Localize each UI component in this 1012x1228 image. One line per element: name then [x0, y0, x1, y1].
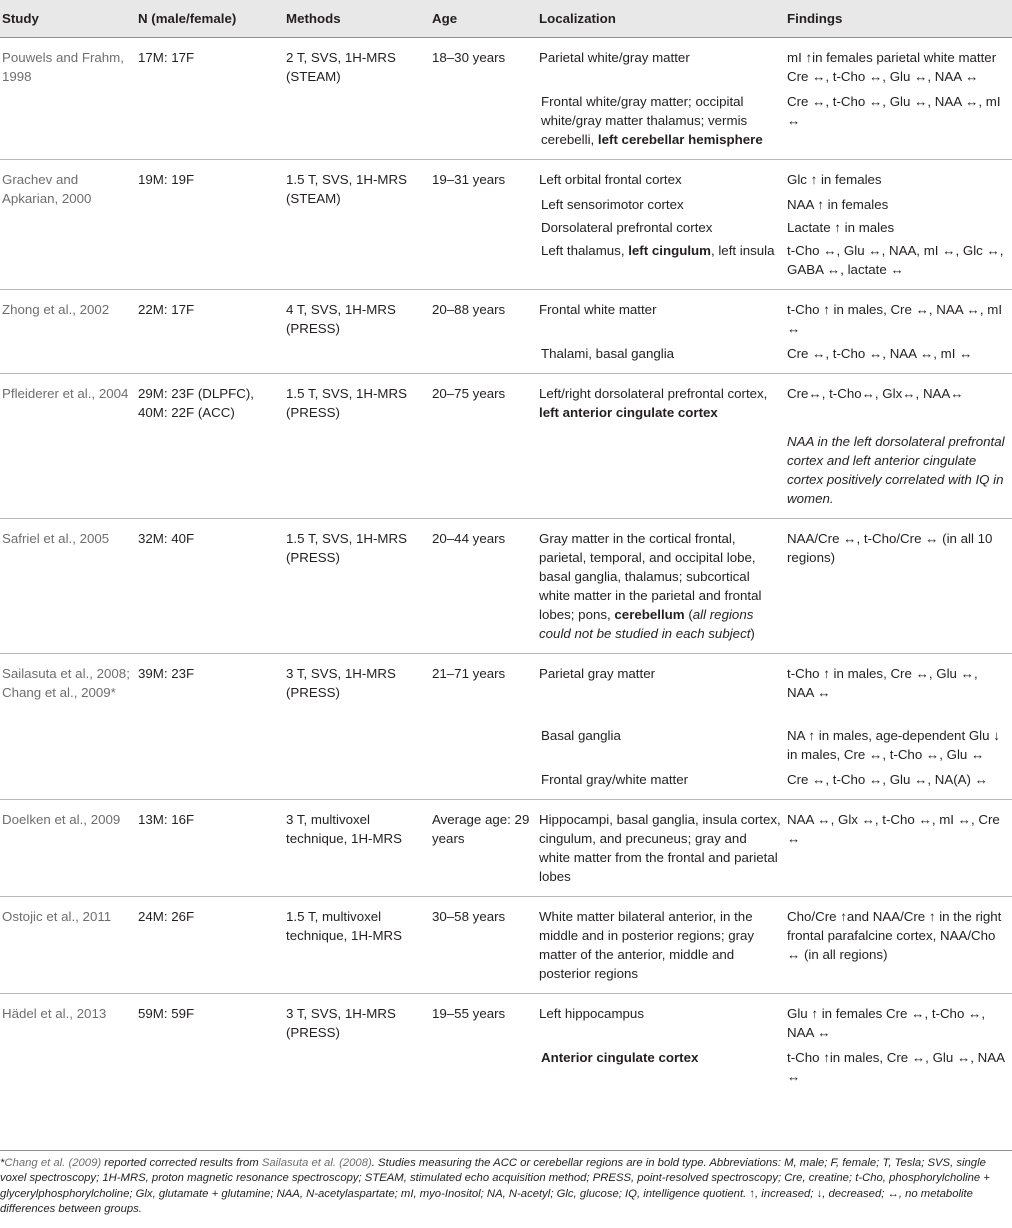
localization-text: Gray matter in the cortical frontal, parietal, temporal, and occipital lobe, basal ganglia, thalamus; subcortical white matter in the parietal and frontal lobes; pons, — [539, 530, 762, 622]
findings-cell: Glu ↑ in females Cre ↔, t-Cho ↔, NAA ↔ — [787, 993, 1012, 1042]
study-reference-link[interactable]: Sailasuta et al., 2008; Chang et al., 2009* — [2, 665, 130, 700]
n-cell: 39M: 23F — [138, 653, 286, 799]
n-cell: 24M: 26F — [138, 896, 286, 993]
footnote-reference-link[interactable]: Sailasuta et al. (2008) — [261, 1157, 372, 1169]
n-cell: 59M: 59F — [138, 993, 286, 1096]
study-reference-link[interactable]: Ostojic et al., 2011 — [2, 908, 112, 924]
localization-cell: Dorsolateral prefrontal cortex — [541, 219, 713, 235]
localization-bold-text: left anterior cingulate cortex — [539, 404, 718, 420]
findings-cell: t-Cho ↑ in males, Cre ↔, Glu ↔, NAA ↔ — [787, 653, 1012, 702]
table-row — [0, 37, 1012, 86]
table-row — [0, 993, 1012, 1042]
localization-italic-text: all regions could not be studied in each subject — [539, 606, 754, 641]
study-reference-link[interactable]: Pouwels and Frahm, 1998 — [2, 49, 124, 84]
localization-cell: Anterior cingulate cortex — [541, 1049, 699, 1065]
study-reference-link[interactable]: Safriel et al., 2005 — [2, 530, 110, 546]
study-cell — [0, 653, 138, 799]
age-cell: 20–88 years — [432, 289, 539, 373]
methods-cell: 3 T, multivoxel technique, 1H-MRS — [286, 799, 432, 896]
methods-cell: 1.5 T, SVS, 1H-MRS (PRESS) — [286, 373, 432, 518]
localization-cell: Left hippocampus — [539, 993, 787, 1042]
study-reference-link[interactable]: Pfleiderer et al., 2004 — [2, 385, 129, 401]
findings-cell: Cre↔, t-Cho↔, Glx↔, NAA↔ — [787, 373, 1012, 422]
localization-bold-text: left cingulum — [628, 242, 711, 258]
table-row — [0, 373, 1012, 422]
study-cell — [0, 518, 138, 653]
study-cell — [0, 159, 138, 289]
header-findings: Findings — [787, 10, 843, 26]
footnote-text: . Studies measuring the ACC or cerebellar regions are in bold type. Abbreviations: M, male; F, female; T, Tesla; SVS, single voxel spectroscopy; 1H-MRS, proton magnetic resonance spectroscopy; STEAM, stimulated echo acquisition method; PRESS, point-resolved spectroscopy; Cre, creatine; t-Cho, phosphorylcholine + glycerylphosphorylcholine; Glx, glutamate + glutamine; NAA, N-acetylaspartate; mI, myo-Inositol; NA, N-acetyl; Glc, glucose; IQ, intelligence quotient. ↑, increased; ↓, decreased; ↔, no metabolite differences between groups. — [0, 1157, 990, 1216]
table-row — [0, 159, 1012, 189]
findings-cell: NAA ↔, Glx ↔, t-Cho ↔, mI ↔, Cre ↔ — [787, 799, 1012, 896]
findings-cell: NA ↑ in males, age-dependent Glu ↓ in males, Cre ↔, t-Cho ↔, Glu ↔ — [787, 727, 1000, 762]
methods-cell: 3 T, SVS, 1H-MRS (PRESS) — [286, 653, 432, 799]
table-row — [0, 896, 1012, 993]
localization-cell: Hippocampi, basal ganglia, insula cortex, cingulum, and precuneus; gray and white matter from the frontal and parietal lobes — [539, 799, 787, 896]
n-cell: 17M: 17F — [138, 37, 286, 159]
n-cell: 13M: 16F — [138, 799, 286, 896]
methods-cell: 4 T, SVS, 1H-MRS (PRESS) — [286, 289, 432, 373]
findings-cell: Cre ↔, t-Cho ↔, NAA ↔, mI ↔ — [787, 345, 973, 361]
study-cell — [0, 37, 138, 159]
methods-cell: 1.5 T, SVS, 1H-MRS (PRESS) — [286, 518, 432, 653]
findings-cell: NAA/Cre ↔, t-Cho/Cre ↔ (in all 10 regions) — [787, 518, 1012, 653]
localization-cell: Left sensorimotor cortex — [541, 196, 684, 212]
findings-cell: Cho/Cre ↑and NAA/Cre ↑ in the right frontal parafalcine cortex, NAA/Cho ↔ (in all regions) — [787, 896, 1012, 993]
localization-text: ) — [750, 625, 755, 641]
age-cell: 30–58 years — [432, 896, 539, 993]
footnote-star: * — [0, 1157, 5, 1169]
findings-cell: t-Cho ↔, Glu ↔, NAA, mI ↔, Glc ↔, GABA ↔, lactate ↔ — [787, 242, 1004, 277]
localization-text: , left insula — [710, 242, 775, 258]
footnote-text: reported corrected results from — [101, 1157, 262, 1169]
localization-bold-text: cerebellum — [614, 606, 685, 622]
table-row — [0, 518, 1012, 653]
study-cell — [0, 896, 138, 993]
header-n: N (male/female) — [138, 10, 237, 26]
methods-cell: 3 T, SVS, 1H-MRS (PRESS) — [286, 993, 432, 1096]
localization-cell: Basal ganglia — [541, 727, 621, 743]
table-row — [0, 289, 1012, 338]
age-cell: 21–71 years — [432, 653, 539, 799]
table-header — [0, 0, 1012, 37]
table-body — [0, 37, 1012, 1096]
age-cell: 20–75 years — [432, 373, 539, 518]
findings-cell: t-Cho ↑in males, Cre ↔, Glu ↔, NAA ↔ — [787, 1049, 1005, 1084]
findings-cell: Cre ↔, t-Cho ↔, Glu ↔, NA(A) ↔ — [787, 771, 988, 787]
age-cell: 20–44 years — [432, 518, 539, 653]
localization-cell: Frontal gray/white matter — [541, 771, 689, 787]
study-cell — [0, 373, 138, 518]
table-footnote — [0, 1150, 1012, 1218]
study-cell — [0, 799, 138, 896]
age-cell: 19–31 years — [432, 159, 539, 289]
localization-cell — [539, 373, 787, 422]
findings-cell: Lactate ↑ in males — [787, 219, 895, 235]
localization-cell — [539, 518, 787, 653]
localization-text: Left/right dorsolateral prefrontal cortex, — [539, 385, 768, 401]
localization-text: Left thalamus, — [541, 242, 629, 258]
findings-cell: t-Cho ↑ in males, Cre ↔, NAA ↔, mI ↔ — [787, 289, 1012, 338]
age-cell: Average age: 29 years — [432, 799, 539, 896]
footnote-reference-link[interactable]: Chang et al. (2009) — [4, 1157, 102, 1169]
header-localization: Localization — [539, 10, 616, 26]
n-cell: 19M: 19F — [138, 159, 286, 289]
study-reference-link[interactable]: Grachev and Apkarian, 2000 — [2, 171, 92, 206]
localization-cell: Parietal white/gray matter — [539, 37, 787, 86]
n-cell: 29M: 23F (DLPFC), 40M: 22F (ACC) — [138, 373, 286, 518]
localization-cell: Left orbital frontal cortex — [539, 159, 787, 189]
header-age: Age — [432, 10, 458, 26]
study-cell — [0, 993, 138, 1096]
header-methods: Methods — [286, 10, 341, 26]
study-reference-link[interactable]: Doelken et al., 2009 — [2, 811, 121, 827]
findings-cell: Cre ↔, t-Cho ↔, Glu ↔, NAA ↔, mI ↔ — [787, 93, 1001, 128]
methods-cell: 1.5 T, SVS, 1H-MRS (STEAM) — [286, 159, 432, 289]
localization-text: Frontal white/gray matter; occipital white/gray matter thalamus; vermis cerebelli, — [541, 93, 748, 147]
table-row — [0, 799, 1012, 896]
localization-text: ( — [684, 606, 693, 622]
localization-cell — [539, 86, 787, 160]
findings-cell: Glc ↑ in females — [787, 159, 1012, 189]
localization-cell: Thalami, basal ganglia — [541, 345, 675, 361]
localization-cell: White matter bilateral anterior, in the middle and in posterior regions; gray matter of the anterior, middle and posterior regions — [539, 896, 787, 993]
n-cell: 32M: 40F — [138, 518, 286, 653]
findings-cell: NAA ↑ in females — [787, 196, 889, 212]
localization-cell — [539, 237, 787, 290]
age-cell: 18–30 years — [432, 37, 539, 159]
findings-cell: NAA in the left dorsolateral prefrontal cortex and left anterior cingulate cortex positively correlated with IQ in women. — [787, 433, 1005, 506]
study-reference-link[interactable]: Zhong et al., 2002 — [2, 301, 110, 317]
localization-cell — [539, 422, 787, 519]
findings-cell: mI ↑in females parietal white matter Cre ↔, t-Cho ↔, Glu ↔, NAA ↔ — [787, 37, 1012, 86]
age-cell: 19–55 years — [432, 993, 539, 1096]
header-study: Study — [2, 10, 39, 26]
study-reference-link[interactable]: Hädel et al., 2013 — [2, 1005, 107, 1021]
n-cell: 22M: 17F — [138, 289, 286, 373]
localization-bold-text: left cerebellar hemisphere — [597, 131, 763, 147]
methods-cell: 1.5 T, multivoxel technique, 1H-MRS — [286, 896, 432, 993]
table-row — [0, 653, 1012, 702]
methods-cell: 2 T, SVS, 1H-MRS (STEAM) — [286, 37, 432, 159]
study-cell — [0, 289, 138, 373]
localization-cell: Frontal white matter — [539, 289, 787, 338]
localization-cell: Parietal gray matter — [539, 653, 787, 702]
